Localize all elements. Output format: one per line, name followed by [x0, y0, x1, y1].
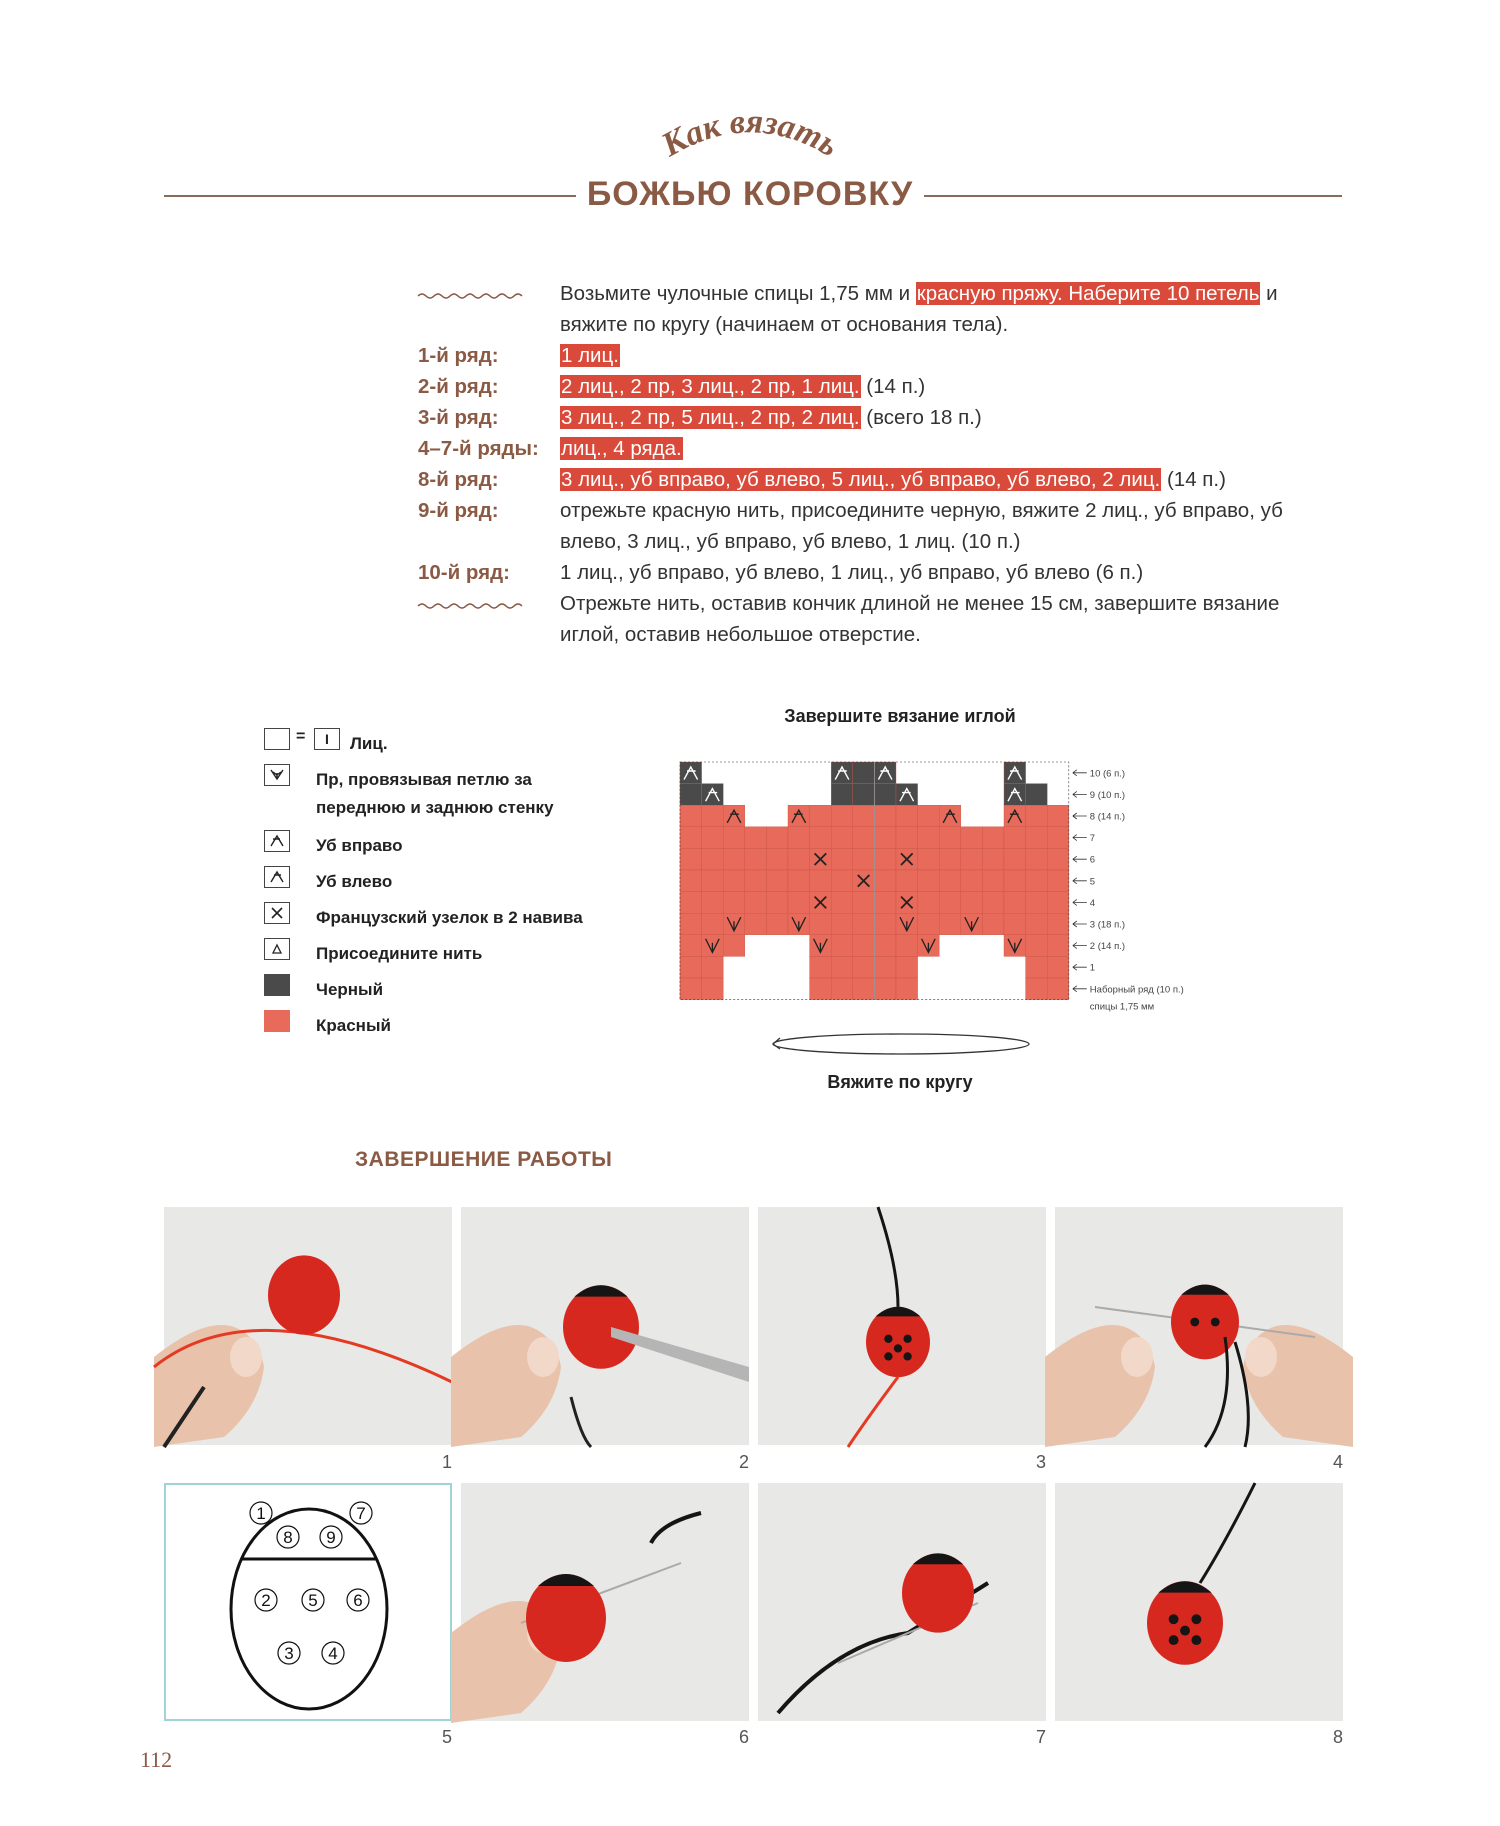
chart-cell — [745, 870, 767, 892]
chart-row-label: 6 — [1089, 854, 1096, 866]
chart-cell — [680, 827, 702, 849]
chart-row-label: 3 (18 п.) — [1089, 919, 1126, 931]
row-text: отрежьте красную нить, присоедините черную, вяжите 2 лиц., уб вправо, уб влево, 3 лиц., уб вправо, уб влево, 1 лиц. (10 п.) — [560, 499, 1283, 553]
step-number: 3 — [1035, 1452, 1046, 1472]
page-title: БОЖЬЮ КОРОВКУ — [586, 175, 914, 213]
row-arrow-icon — [1073, 899, 1087, 905]
chart-cell — [680, 913, 702, 935]
row-list — [418, 340, 1344, 588]
chart-cell — [896, 935, 918, 957]
chart-cell — [831, 978, 853, 1000]
row-label: 10-й ряд: — [418, 561, 510, 584]
row-arrow-icon — [1073, 878, 1087, 884]
row-arrow-icon — [1073, 813, 1087, 819]
step-number: 7 — [1035, 1727, 1046, 1747]
spot-number: 3 — [284, 1644, 294, 1663]
chart-cell — [702, 956, 724, 978]
chart-cell — [680, 870, 702, 892]
outro-text: Отрежьте нить, оставив кончик длиной не менее 15 см, завершите вязание иглой, оставив небольшое отверстие. — [560, 592, 1280, 646]
chart-cell — [982, 827, 1004, 849]
chart-cell — [1004, 870, 1026, 892]
knit-stitch-icon: I — [314, 728, 340, 750]
chart-cell — [810, 913, 832, 935]
chart-cell — [702, 827, 724, 849]
chart-cell — [874, 805, 896, 827]
intro-highlight: красную пряжу. Наберите 10 петель — [916, 282, 1260, 305]
legend-black: Черный — [264, 970, 594, 1006]
chart-row-label: 7 — [1089, 833, 1096, 845]
chart-cell — [961, 870, 983, 892]
chart-cell — [1047, 935, 1069, 957]
row-arrow-icon — [1073, 986, 1087, 992]
chart-cell — [1004, 848, 1026, 870]
chart-cell — [874, 827, 896, 849]
chart-row-label: 1 — [1089, 962, 1096, 974]
chart-cell — [874, 784, 896, 806]
chart-cell — [1026, 956, 1048, 978]
chart-cell — [853, 805, 875, 827]
header-rule-right — [924, 195, 1342, 197]
chart-cell — [702, 805, 724, 827]
step-photo — [1055, 1207, 1343, 1445]
empty-square-icon — [264, 728, 290, 750]
chart-cell — [831, 913, 853, 935]
chart-cell — [939, 870, 961, 892]
chart-cell — [702, 870, 724, 892]
instruction-row — [418, 371, 1344, 402]
chart-cell — [1026, 805, 1048, 827]
chart-cell — [680, 805, 702, 827]
chart-cell — [874, 762, 896, 784]
chart-legend — [264, 724, 594, 1042]
chart-cell — [680, 848, 702, 870]
cross-icon — [264, 902, 290, 924]
chart-cell — [766, 913, 788, 935]
page-number: 112 — [140, 1747, 173, 1772]
chart-cell — [853, 762, 875, 784]
chart-cell — [1047, 805, 1069, 827]
chart-cell — [961, 827, 983, 849]
chart-cell — [745, 892, 767, 914]
chart-cell — [831, 784, 853, 806]
row-label: 3-й ряд: — [418, 406, 499, 429]
chart-cell — [874, 978, 896, 1000]
row-label: 4–7-й ряды: — [418, 437, 539, 460]
legend-knit: = I Лиц. — [264, 724, 594, 760]
legend-increase: Пр, провязывая петлю за переднюю и заднюю стенку — [264, 760, 594, 826]
chart-cell — [896, 956, 918, 978]
k2tog-icon — [264, 866, 290, 888]
increase-icon — [264, 764, 290, 786]
chart-cell — [1047, 956, 1069, 978]
chart-cell — [1026, 870, 1048, 892]
chart-cell — [810, 956, 832, 978]
chart-cell — [702, 913, 724, 935]
row-text: (14 п.) — [860, 375, 926, 398]
chart-cell — [810, 827, 832, 849]
needle-size-label: спицы 1,75 мм — [1089, 1001, 1155, 1013]
chart-cell — [1004, 913, 1026, 935]
chart-row-label: 10 (6 п.) — [1089, 768, 1126, 780]
chart-cell — [918, 870, 940, 892]
section-title: ЗАВЕРШЕНИЕ РАБОТЫ — [355, 1148, 613, 1171]
chart-cell — [1026, 827, 1048, 849]
chart-cell — [810, 805, 832, 827]
chart-cell — [766, 870, 788, 892]
chart-cell — [723, 935, 745, 957]
chart-cell — [723, 892, 745, 914]
wave-divider-icon — [418, 600, 522, 610]
chart-cell — [680, 784, 702, 806]
chart-row-label: 2 (14 п.) — [1089, 941, 1126, 953]
chart-cell — [1004, 805, 1026, 827]
svg-text:Как вязать — [655, 103, 845, 164]
chart-cell — [896, 827, 918, 849]
chart-cell — [702, 978, 724, 1000]
legend-join: Присоедините нить — [264, 934, 594, 970]
legend-red: Красный — [264, 1006, 594, 1042]
chart-cell — [896, 978, 918, 1000]
chart-cell — [939, 848, 961, 870]
chart-row-label: 4 — [1089, 897, 1096, 909]
chart-cell — [831, 935, 853, 957]
row-text: 1 лиц., уб вправо, уб влево, 1 лиц., уб вправо, уб влево (6 п.) — [560, 561, 1144, 584]
chart-cell — [831, 848, 853, 870]
chart-row-label: 9 (10 п.) — [1089, 789, 1126, 801]
chart-cell — [831, 805, 853, 827]
chart-cell — [723, 827, 745, 849]
chart-cell — [853, 892, 875, 914]
legend-ssk: Уб вправо — [264, 826, 594, 862]
chart-cell — [874, 956, 896, 978]
chart-cell — [788, 827, 810, 849]
chart-cell — [1004, 892, 1026, 914]
header-rule-left — [164, 195, 576, 197]
chart-cell — [1026, 892, 1048, 914]
chart-cell — [853, 784, 875, 806]
knitting-chart — [660, 740, 1310, 1013]
chart-cell — [918, 848, 940, 870]
row-label: 1-й ряд: — [418, 344, 499, 367]
row-arrow-icon — [1073, 943, 1087, 949]
chart-cell — [853, 935, 875, 957]
chart-cell — [918, 913, 940, 935]
chart-cell — [918, 892, 940, 914]
instruction-row — [418, 402, 1344, 433]
triangle-icon — [264, 938, 290, 960]
step-photo — [758, 1207, 1046, 1445]
spots-diagram — [164, 1483, 452, 1721]
step-photo — [1055, 1483, 1343, 1721]
chart-cell — [1026, 913, 1048, 935]
instruction-row — [418, 433, 1344, 464]
chart-cell — [745, 848, 767, 870]
chart-cell — [766, 848, 788, 870]
spot-number: 5 — [308, 1591, 318, 1610]
row-text: (14 п.) — [1161, 468, 1226, 491]
chart-cell — [939, 892, 961, 914]
chart-cell — [874, 913, 896, 935]
step-number: 1 — [441, 1452, 452, 1472]
step-photo — [461, 1483, 749, 1721]
row-arrow-icon — [1073, 835, 1087, 841]
step-number: 8 — [1332, 1727, 1343, 1747]
chart-cell — [1026, 848, 1048, 870]
row-label: 8-й ряд: — [418, 468, 499, 491]
row-arrow-icon — [1073, 921, 1087, 927]
chart-row-label: 8 (14 п.) — [1089, 811, 1126, 823]
chart-cell — [1004, 762, 1026, 784]
chart-cell — [961, 848, 983, 870]
row-highlight: 3 лиц., 2 пр, 5 лиц., 2 пр, 2 лиц. — [561, 406, 860, 429]
chart-cell — [831, 870, 853, 892]
chart-cell — [853, 827, 875, 849]
chart-cell — [766, 827, 788, 849]
chart-cell — [723, 848, 745, 870]
chart-cell — [918, 827, 940, 849]
chart-cell — [1004, 827, 1026, 849]
ssk-icon — [264, 830, 290, 852]
chart-cell — [680, 935, 702, 957]
chart-cell — [874, 892, 896, 914]
instruction-row — [418, 495, 1344, 557]
chart-cell — [680, 956, 702, 978]
wave-divider-icon — [418, 290, 522, 300]
chart-cell — [853, 913, 875, 935]
legend-k2tog: Уб влево — [264, 862, 594, 898]
step-photo — [164, 1207, 452, 1445]
chart-cell — [680, 978, 702, 1000]
chart-cell — [853, 956, 875, 978]
intro-text-1: Возьмите чулочные спицы 1,75 мм и — [560, 282, 916, 305]
chart-row-label: Наборный ряд (10 п.) — [1089, 984, 1184, 996]
chart-cell — [831, 956, 853, 978]
step-photo — [461, 1207, 749, 1445]
step-number: 4 — [1332, 1452, 1343, 1472]
step-number: 2 — [738, 1452, 749, 1472]
chart-cell — [874, 848, 896, 870]
chart-cell — [874, 870, 896, 892]
chart-cell — [982, 892, 1004, 914]
chart-cell — [961, 892, 983, 914]
instruction-row — [418, 557, 1344, 588]
chart-cell — [1047, 827, 1069, 849]
chart-cell — [982, 870, 1004, 892]
chart-cell — [702, 892, 724, 914]
chart-cell — [896, 805, 918, 827]
step-photo — [758, 1483, 1046, 1721]
chart-cell — [745, 913, 767, 935]
chart-cell — [874, 935, 896, 957]
chart-cell — [745, 827, 767, 849]
row-text: (всего 18 п.) — [860, 406, 982, 429]
chart-cell — [1047, 870, 1069, 892]
chart-cell — [939, 805, 961, 827]
spot-number: 6 — [353, 1591, 363, 1610]
row-arrow-icon — [1073, 791, 1087, 797]
chart-cell — [831, 827, 853, 849]
chart-cell — [788, 892, 810, 914]
chart-cell — [788, 805, 810, 827]
legend-knot: Французский узелок в 2 навива — [264, 898, 594, 934]
chart-cell — [723, 805, 745, 827]
chart-cell — [1047, 892, 1069, 914]
instruction-row — [418, 340, 1344, 371]
chart-cell — [831, 892, 853, 914]
chart-cell — [702, 848, 724, 870]
black-swatch — [264, 974, 290, 996]
chart-cell — [702, 784, 724, 806]
chart-cell — [939, 913, 961, 935]
chart-cell — [788, 870, 810, 892]
spot-number: 8 — [283, 1528, 293, 1547]
row-label: 2-й ряд: — [418, 375, 499, 398]
row-highlight: 1 лиц. — [561, 344, 619, 367]
chart-cell — [810, 870, 832, 892]
spot-number: 2 — [261, 1591, 271, 1610]
chart-cell — [1026, 935, 1048, 957]
chart-cell — [680, 762, 702, 784]
intro-text-2: и вяжите по кругу (начинаем от основания тела). — [560, 282, 1278, 336]
chart-cell — [1047, 848, 1069, 870]
chart-cell — [853, 978, 875, 1000]
spot-number: 1 — [256, 1504, 266, 1523]
chart-cell — [680, 892, 702, 914]
instructions — [418, 278, 1344, 650]
script-title — [620, 95, 880, 185]
round-label: Вяжите по кругу — [827, 1072, 973, 1092]
chart-cell — [982, 913, 1004, 935]
chart-cell — [1047, 913, 1069, 935]
chart-cell — [831, 762, 853, 784]
step-number: 6 — [738, 1727, 749, 1747]
outro-row — [418, 588, 1344, 650]
row-highlight: лиц., 4 ряда. — [561, 437, 682, 460]
spot-number: 9 — [326, 1528, 336, 1547]
instruction-row — [418, 464, 1344, 495]
step-number: 5 — [441, 1727, 452, 1747]
chart-cell — [1004, 784, 1026, 806]
chart-cell — [896, 784, 918, 806]
chart-cell — [918, 805, 940, 827]
script-title-text: Как вязать — [655, 103, 845, 165]
spot-number: 7 — [356, 1504, 366, 1523]
chart-title: Завершите вязание иглой — [784, 706, 1016, 726]
chart-cell — [853, 848, 875, 870]
chart-cell — [788, 848, 810, 870]
row-highlight: 3 лиц., уб вправо, уб влево, 5 лиц., уб вправо, уб влево, 2 лиц. — [561, 468, 1161, 491]
row-label: 9-й ряд: — [418, 499, 499, 522]
chart-cell — [1026, 978, 1048, 1000]
chart-row-label: 5 — [1089, 876, 1096, 888]
intro-row — [418, 278, 1344, 340]
row-arrow-icon — [1073, 964, 1087, 970]
chart-cell — [723, 870, 745, 892]
round-arrow-icon — [768, 1030, 1034, 1066]
chart-cell — [766, 892, 788, 914]
red-swatch — [264, 1010, 290, 1032]
chart-cell — [939, 827, 961, 849]
chart-cell — [810, 978, 832, 1000]
chart-cell — [896, 870, 918, 892]
row-highlight: 2 лиц., 2 пр, 3 лиц., 2 пр, 1 лиц. — [561, 375, 860, 398]
spot-number: 4 — [328, 1644, 338, 1663]
chart-cell — [1047, 978, 1069, 1000]
row-arrow-icon — [1073, 770, 1087, 776]
row-arrow-icon — [1073, 856, 1087, 862]
chart-cell — [982, 848, 1004, 870]
chart-cell — [1026, 784, 1048, 806]
